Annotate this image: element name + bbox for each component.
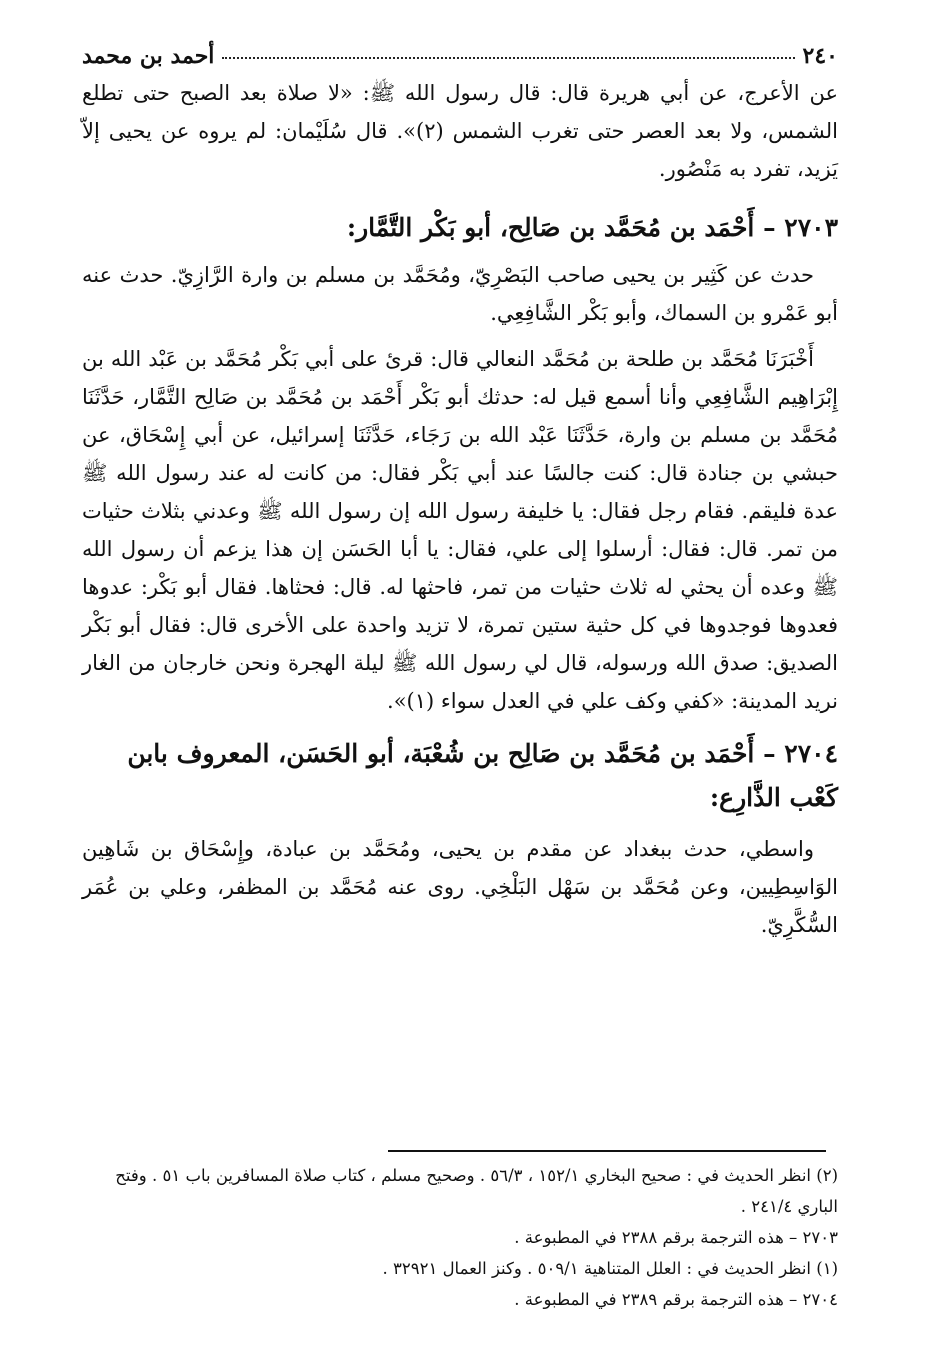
running-head <box>82 38 838 74</box>
entry-heading-2703: ٢٧٠٣ – أَحْمَد بن مُحَمَّد بن صَالِح، أبو بَكْر التَّمَّار: <box>346 213 838 242</box>
footnotes-section <box>82 1160 838 1315</box>
page-number: ٢٤٠ <box>802 43 838 69</box>
footnote-divider <box>388 1150 826 1152</box>
footnote-1-ilal: (١) انظر الحديث في : العلل المتناهية ٥٠٩/١ . وكنز العمال ٣٢٩٢١ . <box>382 1259 838 1278</box>
footnote-2-bukhari-muslim: (٢) انظر الحديث في : صحيح البخاري ١٥٢/١ ، ٥٦/٣ . وصحيح مسلم ، كتاب صلاة المسافرين باب ٥١ . وفتح الباري ٢٤١/٤ . <box>115 1166 838 1216</box>
entry-heading-2704: ٢٧٠٤ – أَحْمَد بن مُحَمَّد بن صَالِح بن شُعْبَة، أبو الحَسَن، المعروف بابن كَعْب الذَّارِع: <box>127 739 838 812</box>
paragraph-2703-hadith: أَخْبَرَنَا مُحَمَّد بن طلحة بن مُحَمَّد النعالي قال: قرئ على أبي بَكْر مُحَمَّد بن عَبْد الله بن إِبْرَاهِيم الشَّافِعِي وأنا أسمع قيل له: حدثك أبو بَكْر أَحْمَد بن مُحَمَّد بن صَالِح التَّمَّار، حَدَّثَنَا مُحَمَّد بن مسلم بن وارة، حَدَّثَنَا عَبْد الله بن رَجَاء، حَدَّثَنَا إسرائيل، عن أبي إِسْحَاق، عن حبشي بن جنادة قال: كنت جالسًا عند أبي بَكْر فقال: من كانت له عند رسول الله ﷺ عدة فليقم. فقام رجل فقال: يا خليفة رسول الله إن رسول الله ﷺ وعدني بثلاث حثيات من تمر. قال: فقال: أرسلوا إلى علي، فقال: يا أبا الحَسَن إن هذا يزعم أن رسول الله ﷺ وعده أن يحثي له ثلاث حثيات من تمر، فاحثها له. قال: فحثاها. فقال أبو بَكْر: عدوها فعدوها فوجدوها في كل حثية ستين تمرة، لا تزيد واحدة على الأخرى قال: فقال أبو بَكْر الصديق: صدق الله ورسوله، قال لي رسول الله ﷺ ليلة الهجرة ونحن خارجان من الغار نريد المدينة: «كفي وكف علي في العدل سواء (١)». <box>82 347 838 713</box>
paragraph-hadith-continuation: عن الأعرج، عن أبي هريرة قال: قال رسول الله ﷺ: «لا صلاة بعد الصبح حتى تطلع الشمس، ولا بعد العصر حتى تغرب الشمس (٢)». قال سُلَيْمان: لم يروه عن يحيى إلاّ يَزيد، تفرد به مَنْصُور. <box>82 81 838 181</box>
dotted-leader <box>222 49 794 59</box>
running-title: أحمد بن محمد <box>82 43 215 69</box>
paragraph-2703-narrators: حدث عن كَثِير بن يحيى صاحب البَصْرِيّ، ومُحَمَّد بن مسلم بن وارة الرَّازِيّ. حدث عنه أبو عَمْرو بن السماك، وأبو بَكْر الشَّافِعِي. <box>82 263 838 325</box>
footnote-entry-2703: ٢٧٠٣ – هذه الترجمة برقم ٢٣٨٨ في المطبوعة . <box>514 1228 838 1247</box>
paragraph-2704-narrators: واسطي، حدث ببغداد عن مقدم بن يحيى، ومُحَمَّد بن عبادة، وإِسْحَاق بن شَاهِين الوَاسِطِيين، وعن مُحَمَّد بن سَهْل البَلْخِي. روى عنه مُحَمَّد بن المظفر، وعلي بن عُمَر السُّكَّرِيّ. <box>82 837 838 937</box>
spacer <box>82 332 838 340</box>
footnote-entry-2704: ٢٧٠٤ – هذه الترجمة برقم ٢٣٨٩ في المطبوعة . <box>514 1290 838 1309</box>
page-body <box>82 38 838 944</box>
